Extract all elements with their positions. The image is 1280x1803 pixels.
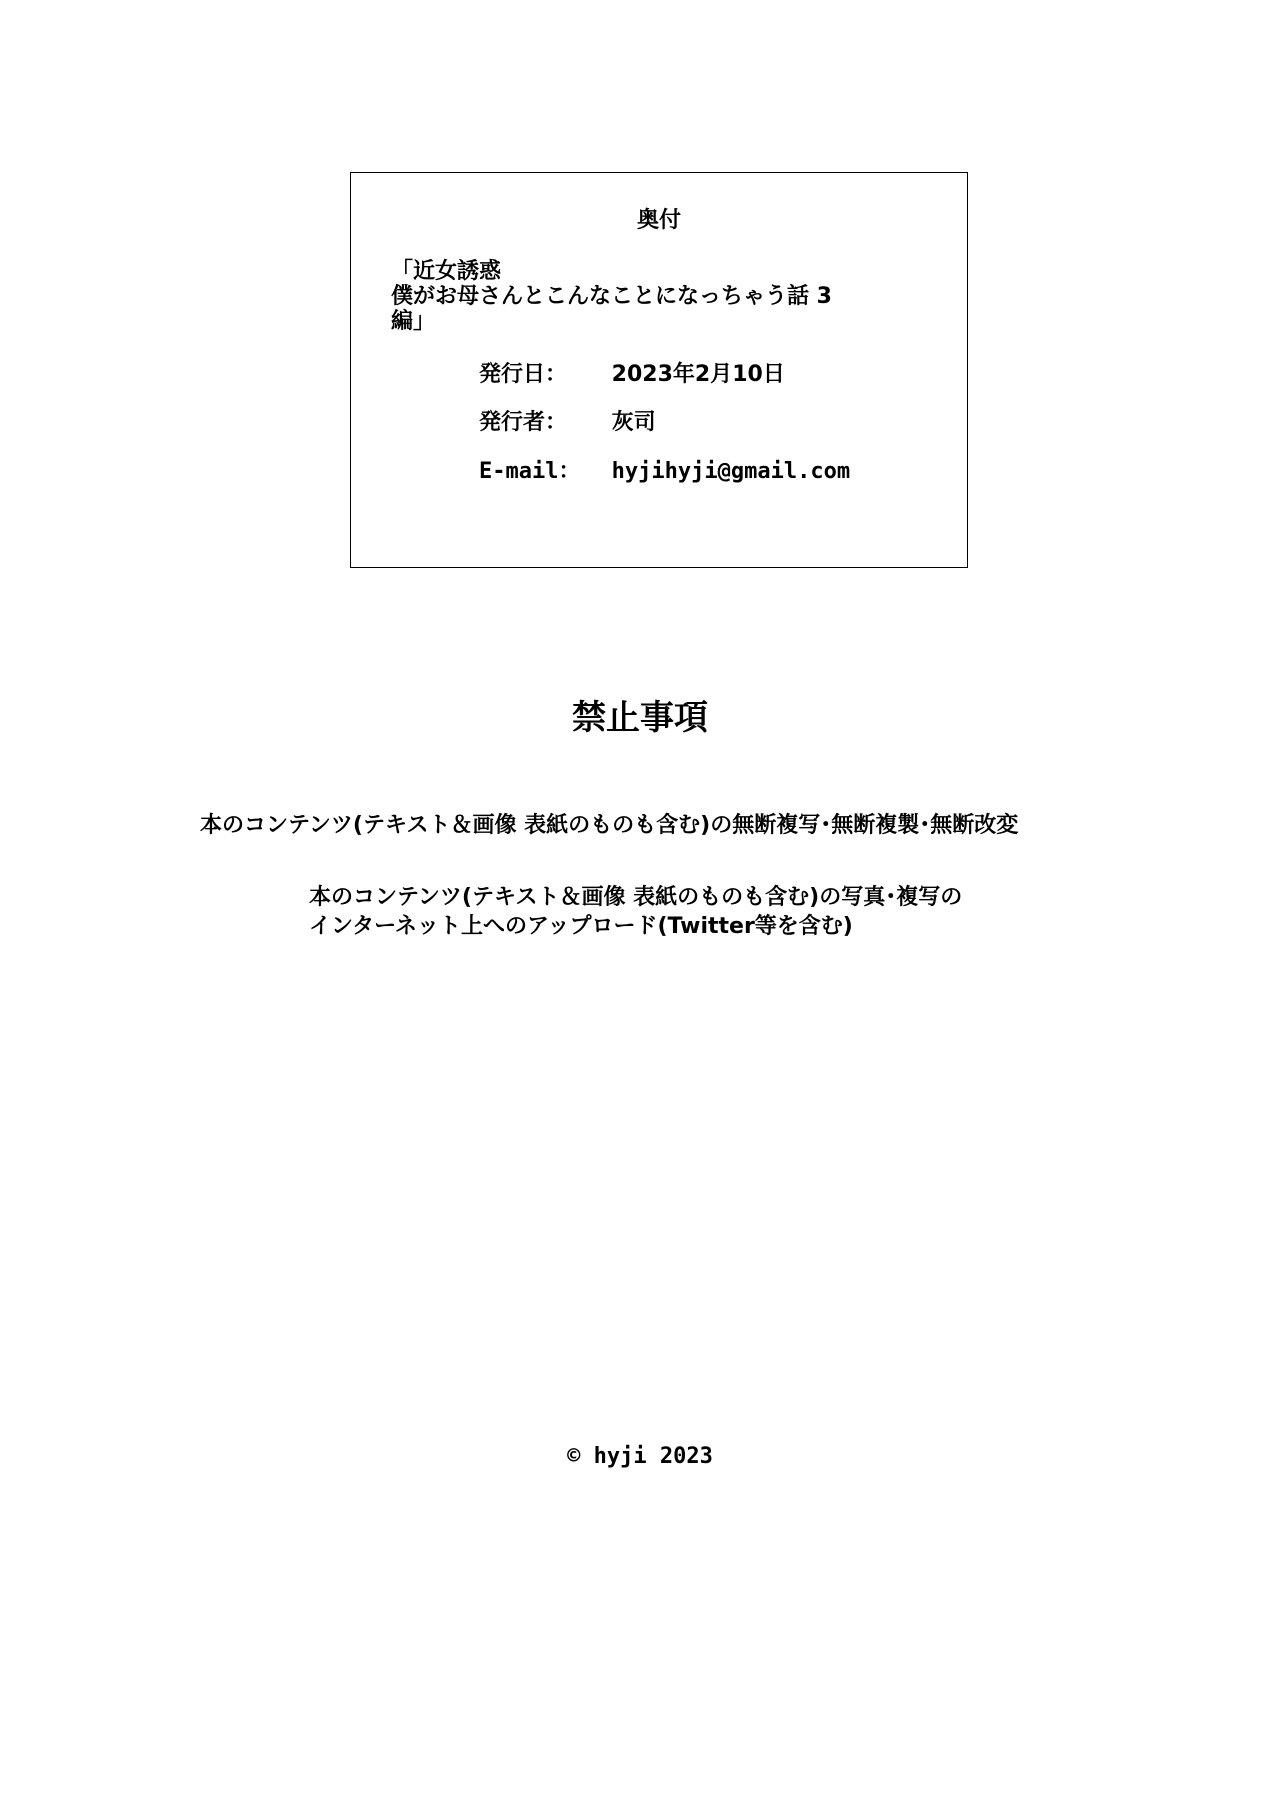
publish-date-value: 2023年2月10日 xyxy=(611,362,785,387)
email-row xyxy=(479,454,850,485)
email-label: E-mail： xyxy=(479,459,581,484)
colophon-box xyxy=(350,172,968,568)
prohibited-heading: 禁止事項 xyxy=(572,698,708,738)
prohibition-item-1: 本のコンテンツ(テキスト＆画像 表紙のものも含む)の無断複写･無断複製･無断改変 xyxy=(200,813,1019,838)
book-title-line-1: 「近女誘惑 xyxy=(391,259,502,284)
publisher-row xyxy=(479,405,656,436)
prohibition-item-2-line-1: 本のコンテンツ(テキスト＆画像 表紙のものも含む)の写真･複写の xyxy=(309,885,963,910)
book-title-line-2: 僕がお母さんとこんなことになっちゃう話 3 xyxy=(391,284,832,309)
publisher-label: 発行者： xyxy=(479,410,568,435)
book-title-line-3: 編」 xyxy=(391,309,436,334)
publish-date-row xyxy=(479,357,785,388)
copyright-notice: © hyji 2023 xyxy=(567,1444,713,1469)
publish-date-label: 発行日： xyxy=(479,362,568,387)
colophon-heading: 奥付 xyxy=(636,208,681,233)
email-value: hyjihyji@gmail.com xyxy=(611,459,851,484)
prohibition-item-2-line-2: インターネット上へのアップロード(Twitter等を含む) xyxy=(309,914,853,939)
book-title xyxy=(391,259,832,334)
publisher-value: 灰司 xyxy=(611,410,656,435)
prohibition-item-2 xyxy=(309,883,962,941)
